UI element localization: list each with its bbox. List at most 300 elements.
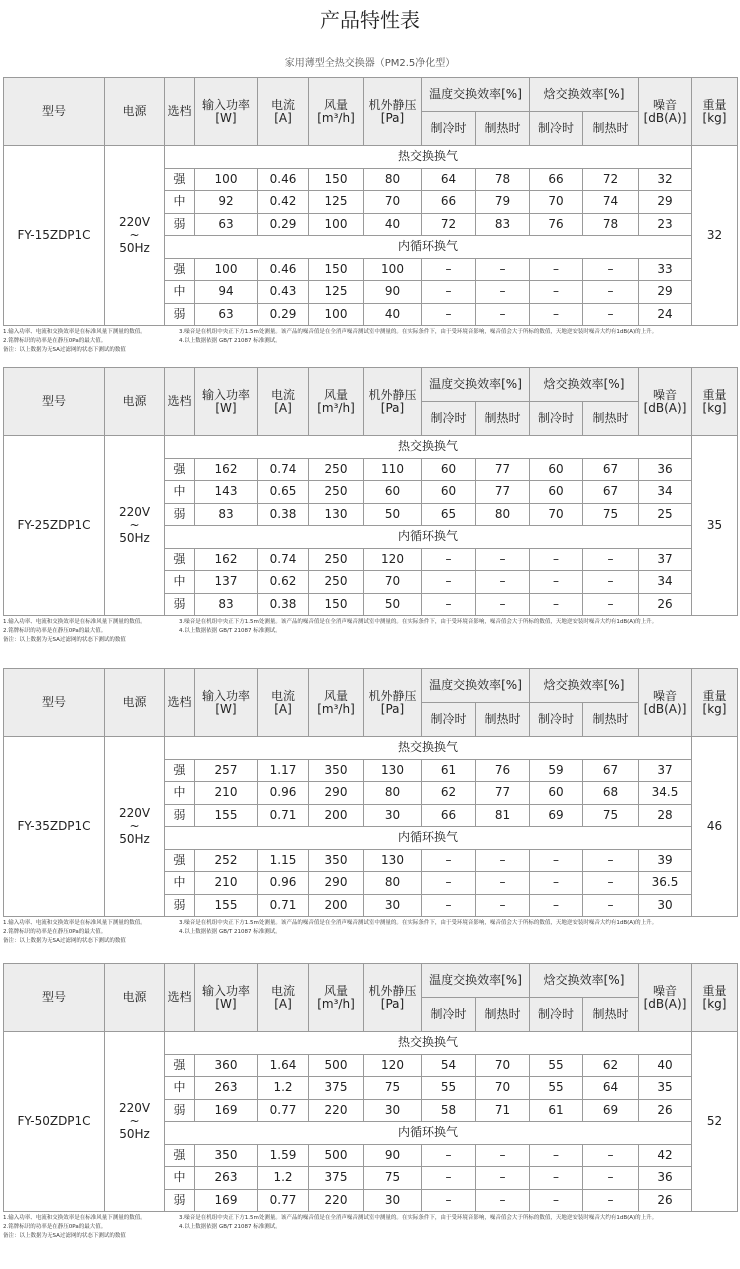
current-cell: 0.38 xyxy=(258,593,309,616)
gear-cell: 中 xyxy=(165,1077,195,1100)
header-input-power xyxy=(195,964,258,1032)
static-pressure-cell: 80 xyxy=(364,782,422,805)
gear-cell: 强 xyxy=(165,458,195,481)
enthalpy-cooling-cell: 59 xyxy=(530,759,583,782)
temp-cooling-cell: 62 xyxy=(422,782,476,805)
header-current-label: 电流 xyxy=(270,97,295,112)
product-block xyxy=(3,367,737,652)
header-airflow xyxy=(309,78,364,146)
input-power-cell: 162 xyxy=(195,458,258,481)
header-noise xyxy=(639,964,692,1032)
header-noise-label: 噪音 xyxy=(652,387,677,402)
note-3: 3.噪音是在机组中央正下方1.5m处测量。该产品的噪音值是在全消声噪音测试室中测量的。在实际条件下，由于受环境音影响，噪音值会大于所标的数值，天地逆安装时噪音大约有1dB(A)的上升。 xyxy=(179,619,658,625)
header-current xyxy=(258,78,309,146)
header-static-pressure-unit: [Pa] xyxy=(380,701,405,716)
page-subtitle: 家用薄型全热交换器（PM2.5净化型） xyxy=(284,58,456,69)
header-power: 电源 xyxy=(105,368,165,436)
input-power-cell: 252 xyxy=(195,849,258,872)
header-temp-heating: 制热时 xyxy=(476,703,530,737)
enthalpy-cooling-cell: 55 xyxy=(530,1054,583,1077)
noise-cell: 34 xyxy=(639,571,692,594)
noise-cell: 28 xyxy=(639,804,692,827)
enthalpy-cooling-cell: 55 xyxy=(530,1077,583,1100)
header-weight-label: 重量 xyxy=(702,688,727,703)
static-pressure-cell: 40 xyxy=(364,213,422,236)
input-power-cell: 155 xyxy=(195,894,258,917)
gear-cell: 弱 xyxy=(165,303,195,326)
note-remark: 备注：以上数据为无SA过滤网的状态下测试的数值 xyxy=(3,1233,126,1239)
header-input-power-unit: [W] xyxy=(215,996,237,1011)
current-cell: 0.38 xyxy=(258,503,309,526)
temp-heating-cell: – xyxy=(476,894,530,917)
header-noise-label: 噪音 xyxy=(652,97,677,112)
header-temp-heating: 制热时 xyxy=(476,112,530,146)
noise-cell: 40 xyxy=(639,1054,692,1077)
gear-cell: 强 xyxy=(165,548,195,571)
temp-heating-cell: 77 xyxy=(476,458,530,481)
temp-heating-cell: – xyxy=(476,281,530,304)
header-enthalpy-cooling: 制冷时 xyxy=(530,402,583,436)
header-weight xyxy=(692,78,738,146)
temp-heating-cell: – xyxy=(476,872,530,895)
note-4: 4.以上数据依据 GB/T 21087 标准测试。 xyxy=(179,338,281,344)
temp-cooling-cell: 64 xyxy=(422,168,476,191)
current-cell: 0.96 xyxy=(258,782,309,805)
temp-heating-cell: 80 xyxy=(476,503,530,526)
temp-heating-cell: – xyxy=(476,1144,530,1167)
temp-heating-cell: 70 xyxy=(476,1077,530,1100)
static-pressure-cell: 70 xyxy=(364,571,422,594)
static-pressure-cell: 80 xyxy=(364,872,422,895)
enthalpy-cooling-cell: – xyxy=(530,872,583,895)
static-pressure-cell: 30 xyxy=(364,804,422,827)
temp-heating-cell: 81 xyxy=(476,804,530,827)
note-remark: 备注：以上数据为无SA过滤网的状态下测试的数值 xyxy=(3,637,126,643)
temp-heating-cell: 83 xyxy=(476,213,530,236)
noise-cell: 25 xyxy=(639,503,692,526)
header-airflow-label: 风量 xyxy=(323,387,348,402)
temp-cooling-cell: – xyxy=(422,872,476,895)
header-gear: 选档 xyxy=(165,78,195,146)
temp-cooling-cell: – xyxy=(422,593,476,616)
current-cell: 0.74 xyxy=(258,458,309,481)
temp-cooling-cell: – xyxy=(422,894,476,917)
note-remark: 备注：以上数据为无SA过滤网的状态下测试的数值 xyxy=(3,938,126,944)
header-enthalpy-eff: 焓交换效率[%] xyxy=(530,669,639,703)
temp-cooling-cell: – xyxy=(422,571,476,594)
gear-cell: 弱 xyxy=(165,1099,195,1122)
airflow-cell: 125 xyxy=(309,191,364,214)
enthalpy-heating-cell: – xyxy=(583,849,639,872)
enthalpy-heating-cell: – xyxy=(583,281,639,304)
temp-cooling-cell: 60 xyxy=(422,481,476,504)
current-cell: 0.71 xyxy=(258,894,309,917)
airflow-cell: 220 xyxy=(309,1189,364,1212)
noise-cell: 26 xyxy=(639,1189,692,1212)
temp-cooling-cell: 55 xyxy=(422,1077,476,1100)
noise-cell: 42 xyxy=(639,1144,692,1167)
airflow-cell: 350 xyxy=(309,759,364,782)
temp-heating-cell: 77 xyxy=(476,782,530,805)
noise-cell: 33 xyxy=(639,258,692,281)
header-weight xyxy=(692,368,738,436)
input-power-cell: 360 xyxy=(195,1054,258,1077)
temp-cooling-cell: 66 xyxy=(422,804,476,827)
enthalpy-cooling-cell: – xyxy=(530,1167,583,1190)
airflow-cell: 290 xyxy=(309,872,364,895)
enthalpy-heating-cell: 67 xyxy=(583,759,639,782)
enthalpy-cooling-cell: 76 xyxy=(530,213,583,236)
header-current-unit: [A] xyxy=(274,110,292,125)
spec-table xyxy=(3,367,738,616)
noise-cell: 36.5 xyxy=(639,872,692,895)
input-power-cell: 63 xyxy=(195,303,258,326)
gear-cell: 中 xyxy=(165,191,195,214)
section-internal-circulation: 内循环换气 xyxy=(165,526,692,549)
temp-heating-cell: – xyxy=(476,1167,530,1190)
enthalpy-heating-cell: 78 xyxy=(583,213,639,236)
input-power-cell: 169 xyxy=(195,1099,258,1122)
header-input-power-label: 输入功率 xyxy=(201,983,250,998)
header-static-pressure-label: 机外静压 xyxy=(368,387,417,402)
airflow-cell: 150 xyxy=(309,258,364,281)
static-pressure-cell: 75 xyxy=(364,1167,422,1190)
gear-cell: 弱 xyxy=(165,593,195,616)
current-cell: 0.77 xyxy=(258,1099,309,1122)
enthalpy-cooling-cell: – xyxy=(530,258,583,281)
static-pressure-cell: 90 xyxy=(364,281,422,304)
input-power-cell: 137 xyxy=(195,571,258,594)
header-static-pressure xyxy=(364,78,422,146)
airflow-cell: 250 xyxy=(309,571,364,594)
header-enthalpy-heating: 制热时 xyxy=(583,703,639,737)
static-pressure-cell: 110 xyxy=(364,458,422,481)
header-airflow xyxy=(309,964,364,1032)
gear-cell: 中 xyxy=(165,281,195,304)
airflow-cell: 500 xyxy=(309,1054,364,1077)
note-4: 4.以上数据依据 GB/T 21087 标准测试。 xyxy=(179,929,281,935)
header-static-pressure-unit: [Pa] xyxy=(380,996,405,1011)
note-2: 2.铭牌标识的功率是在静压0Pa的最大值。 xyxy=(3,1224,107,1230)
header-temp-cooling: 制冷时 xyxy=(422,998,476,1032)
header-gear: 选档 xyxy=(165,669,195,737)
airflow-cell: 200 xyxy=(309,804,364,827)
temp-cooling-cell: 54 xyxy=(422,1054,476,1077)
header-noise-label: 噪音 xyxy=(652,688,677,703)
section-internal-circulation: 内循环换气 xyxy=(165,236,692,259)
header-static-pressure xyxy=(364,368,422,436)
header-temp-heating: 制热时 xyxy=(476,998,530,1032)
enthalpy-heating-cell: – xyxy=(583,548,639,571)
footnotes xyxy=(3,1214,737,1248)
noise-cell: 39 xyxy=(639,849,692,872)
enthalpy-cooling-cell: 60 xyxy=(530,458,583,481)
note-4: 4.以上数据依据 GB/T 21087 标准测试。 xyxy=(179,628,281,634)
power-cell: 220V ~ 50Hz xyxy=(105,1032,165,1212)
input-power-cell: 155 xyxy=(195,804,258,827)
input-power-cell: 100 xyxy=(195,258,258,281)
noise-cell: 26 xyxy=(639,1099,692,1122)
header-current xyxy=(258,964,309,1032)
input-power-cell: 263 xyxy=(195,1077,258,1100)
enthalpy-heating-cell: – xyxy=(583,1167,639,1190)
product-block xyxy=(3,668,737,953)
enthalpy-heating-cell: 67 xyxy=(583,458,639,481)
gear-cell: 中 xyxy=(165,1167,195,1190)
gear-cell: 中 xyxy=(165,872,195,895)
header-noise xyxy=(639,669,692,737)
input-power-cell: 210 xyxy=(195,872,258,895)
header-current-unit: [A] xyxy=(274,400,292,415)
header-current xyxy=(258,669,309,737)
enthalpy-cooling-cell: 69 xyxy=(530,804,583,827)
header-airflow-unit: [m³/h] xyxy=(317,701,355,716)
temp-heating-cell: – xyxy=(476,1189,530,1212)
static-pressure-cell: 130 xyxy=(364,849,422,872)
section-heat-exchange: 热交换换气 xyxy=(165,737,692,760)
header-enthalpy-eff: 焓交换效率[%] xyxy=(530,78,639,112)
static-pressure-cell: 80 xyxy=(364,168,422,191)
header-static-pressure xyxy=(364,669,422,737)
enthalpy-cooling-cell: 61 xyxy=(530,1099,583,1122)
footnotes xyxy=(3,328,737,362)
noise-cell: 24 xyxy=(639,303,692,326)
current-cell: 0.62 xyxy=(258,571,309,594)
header-weight-label: 重量 xyxy=(702,387,727,402)
header-enthalpy-heating: 制热时 xyxy=(583,402,639,436)
note-1: 1.输入功率、电流和交换效率是在标准风量下测量的数值。 xyxy=(3,1215,146,1221)
header-current-label: 电流 xyxy=(270,983,295,998)
airflow-cell: 130 xyxy=(309,503,364,526)
header-airflow-unit: [m³/h] xyxy=(317,996,355,1011)
static-pressure-cell: 50 xyxy=(364,593,422,616)
header-current-unit: [A] xyxy=(274,996,292,1011)
gear-cell: 强 xyxy=(165,258,195,281)
noise-cell: 36 xyxy=(639,458,692,481)
header-model: 型号 xyxy=(4,669,105,737)
temp-heating-cell: 77 xyxy=(476,481,530,504)
gear-cell: 强 xyxy=(165,759,195,782)
enthalpy-cooling-cell: 66 xyxy=(530,168,583,191)
static-pressure-cell: 50 xyxy=(364,503,422,526)
note-1: 1.输入功率、电流和交换效率是在标准风量下测量的数值。 xyxy=(3,920,146,926)
header-input-power xyxy=(195,368,258,436)
input-power-cell: 162 xyxy=(195,548,258,571)
weight-cell: 46 xyxy=(692,737,738,917)
header-weight xyxy=(692,669,738,737)
header-enthalpy-eff: 焓交换效率[%] xyxy=(530,964,639,998)
header-airflow-label: 风量 xyxy=(323,688,348,703)
temp-cooling-cell: 58 xyxy=(422,1099,476,1122)
current-cell: 0.46 xyxy=(258,258,309,281)
temp-cooling-cell: 60 xyxy=(422,458,476,481)
enthalpy-cooling-cell: 60 xyxy=(530,782,583,805)
header-weight-label: 重量 xyxy=(702,97,727,112)
temp-heating-cell: 70 xyxy=(476,1054,530,1077)
noise-cell: 37 xyxy=(639,759,692,782)
note-2: 2.铭牌标识的功率是在静压0Pa的最大值。 xyxy=(3,628,107,634)
noise-cell: 29 xyxy=(639,281,692,304)
header-input-power-unit: [W] xyxy=(215,400,237,415)
temp-heating-cell: – xyxy=(476,258,530,281)
header-model: 型号 xyxy=(4,368,105,436)
static-pressure-cell: 120 xyxy=(364,548,422,571)
static-pressure-cell: 40 xyxy=(364,303,422,326)
enthalpy-heating-cell: – xyxy=(583,1189,639,1212)
temp-heating-cell: – xyxy=(476,593,530,616)
header-temp-cooling: 制冷时 xyxy=(422,402,476,436)
weight-cell: 52 xyxy=(692,1032,738,1212)
gear-cell: 弱 xyxy=(165,213,195,236)
temp-heating-cell: – xyxy=(476,571,530,594)
header-airflow xyxy=(309,669,364,737)
airflow-cell: 200 xyxy=(309,894,364,917)
airflow-cell: 290 xyxy=(309,782,364,805)
header-input-power xyxy=(195,78,258,146)
model-cell: FY-25ZDP1C xyxy=(4,436,105,616)
current-cell: 0.29 xyxy=(258,303,309,326)
header-enthalpy-heating: 制热时 xyxy=(583,998,639,1032)
current-cell: 0.74 xyxy=(258,548,309,571)
header-enthalpy-cooling: 制冷时 xyxy=(530,112,583,146)
gear-cell: 强 xyxy=(165,1144,195,1167)
enthalpy-heating-cell: – xyxy=(583,258,639,281)
note-2: 2.铭牌标识的功率是在静压0Pa的最大值。 xyxy=(3,929,107,935)
noise-cell: 36 xyxy=(639,1167,692,1190)
temp-heating-cell: 76 xyxy=(476,759,530,782)
header-noise-unit: [dB(A)] xyxy=(643,701,687,716)
static-pressure-cell: 60 xyxy=(364,481,422,504)
enthalpy-cooling-cell: 70 xyxy=(530,191,583,214)
enthalpy-cooling-cell: – xyxy=(530,894,583,917)
footnotes xyxy=(3,919,737,953)
enthalpy-heating-cell: 75 xyxy=(583,503,639,526)
current-cell: 1.64 xyxy=(258,1054,309,1077)
header-enthalpy-cooling: 制冷时 xyxy=(530,998,583,1032)
noise-cell: 26 xyxy=(639,593,692,616)
static-pressure-cell: 30 xyxy=(364,1189,422,1212)
current-cell: 1.17 xyxy=(258,759,309,782)
input-power-cell: 257 xyxy=(195,759,258,782)
note-1: 1.输入功率、电流和交换效率是在标准风量下测量的数值。 xyxy=(3,619,146,625)
power-cell: 220V ~ 50Hz xyxy=(105,146,165,326)
header-input-power-unit: [W] xyxy=(215,110,237,125)
static-pressure-cell: 100 xyxy=(364,258,422,281)
noise-cell: 37 xyxy=(639,548,692,571)
header-power: 电源 xyxy=(105,964,165,1032)
temp-cooling-cell: – xyxy=(422,303,476,326)
static-pressure-cell: 120 xyxy=(364,1054,422,1077)
header-static-pressure-unit: [Pa] xyxy=(380,110,405,125)
header-power: 电源 xyxy=(105,78,165,146)
noise-cell: 34 xyxy=(639,481,692,504)
airflow-cell: 500 xyxy=(309,1144,364,1167)
enthalpy-heating-cell: – xyxy=(583,894,639,917)
spec-table xyxy=(3,668,738,917)
section-internal-circulation: 内循环换气 xyxy=(165,1122,692,1145)
page-title: 产品特性表 xyxy=(320,8,420,32)
model-cell: FY-50ZDP1C xyxy=(4,1032,105,1212)
temp-cooling-cell: 66 xyxy=(422,191,476,214)
power-cell: 220V ~ 50Hz xyxy=(105,436,165,616)
input-power-cell: 143 xyxy=(195,481,258,504)
model-cell: FY-15ZDP1C xyxy=(4,146,105,326)
gear-cell: 强 xyxy=(165,849,195,872)
weight-cell: 32 xyxy=(692,146,738,326)
current-cell: 0.65 xyxy=(258,481,309,504)
noise-cell: 29 xyxy=(639,191,692,214)
section-heat-exchange: 热交换换气 xyxy=(165,1032,692,1055)
header-weight-unit: [kg] xyxy=(702,400,727,415)
header-current xyxy=(258,368,309,436)
header-enthalpy-cooling: 制冷时 xyxy=(530,703,583,737)
header-enthalpy-heating: 制热时 xyxy=(583,112,639,146)
input-power-cell: 100 xyxy=(195,168,258,191)
enthalpy-heating-cell: 68 xyxy=(583,782,639,805)
header-weight-unit: [kg] xyxy=(702,701,727,716)
current-cell: 0.29 xyxy=(258,213,309,236)
temp-cooling-cell: – xyxy=(422,1144,476,1167)
header-noise xyxy=(639,368,692,436)
header-gear: 选档 xyxy=(165,368,195,436)
input-power-cell: 94 xyxy=(195,281,258,304)
temp-heating-cell: 78 xyxy=(476,168,530,191)
enthalpy-cooling-cell: 60 xyxy=(530,481,583,504)
gear-cell: 弱 xyxy=(165,1189,195,1212)
noise-cell: 35 xyxy=(639,1077,692,1100)
enthalpy-heating-cell: 67 xyxy=(583,481,639,504)
input-power-cell: 263 xyxy=(195,1167,258,1190)
header-input-power-label: 输入功率 xyxy=(201,688,250,703)
header-airflow-unit: [m³/h] xyxy=(317,400,355,415)
header-current-unit: [A] xyxy=(274,701,292,716)
header-gear: 选档 xyxy=(165,964,195,1032)
gear-cell: 弱 xyxy=(165,894,195,917)
header-model: 型号 xyxy=(4,78,105,146)
product-block xyxy=(3,77,737,362)
enthalpy-cooling-cell: 70 xyxy=(530,503,583,526)
airflow-cell: 100 xyxy=(309,303,364,326)
header-weight-unit: [kg] xyxy=(702,110,727,125)
current-cell: 0.77 xyxy=(258,1189,309,1212)
header-airflow-label: 风量 xyxy=(323,983,348,998)
header-enthalpy-eff: 焓交换效率[%] xyxy=(530,368,639,402)
gear-cell: 中 xyxy=(165,782,195,805)
header-temp-eff: 温度交换效率[%] xyxy=(422,78,530,112)
header-power: 电源 xyxy=(105,669,165,737)
enthalpy-heating-cell: 64 xyxy=(583,1077,639,1100)
enthalpy-cooling-cell: – xyxy=(530,1144,583,1167)
header-current-label: 电流 xyxy=(270,387,295,402)
current-cell: 0.43 xyxy=(258,281,309,304)
enthalpy-heating-cell: 75 xyxy=(583,804,639,827)
enthalpy-heating-cell: 69 xyxy=(583,1099,639,1122)
temp-heating-cell: – xyxy=(476,849,530,872)
enthalpy-cooling-cell: – xyxy=(530,548,583,571)
note-3: 3.噪音是在机组中央正下方1.5m处测量。该产品的噪音值是在全消声噪音测试室中测量的。在实际条件下，由于受环境音影响，噪音值会大于所标的数值，天地逆安装时噪音大约有1dB(A)的上升。 xyxy=(179,1215,658,1221)
gear-cell: 弱 xyxy=(165,503,195,526)
header-input-power-unit: [W] xyxy=(215,701,237,716)
temp-cooling-cell: 72 xyxy=(422,213,476,236)
input-power-cell: 350 xyxy=(195,1144,258,1167)
model-cell: FY-35ZDP1C xyxy=(4,737,105,917)
section-internal-circulation: 内循环换气 xyxy=(165,827,692,850)
header-noise-unit: [dB(A)] xyxy=(643,400,687,415)
gear-cell: 中 xyxy=(165,571,195,594)
header-noise-unit: [dB(A)] xyxy=(643,110,687,125)
enthalpy-cooling-cell: – xyxy=(530,593,583,616)
enthalpy-cooling-cell: – xyxy=(530,1189,583,1212)
